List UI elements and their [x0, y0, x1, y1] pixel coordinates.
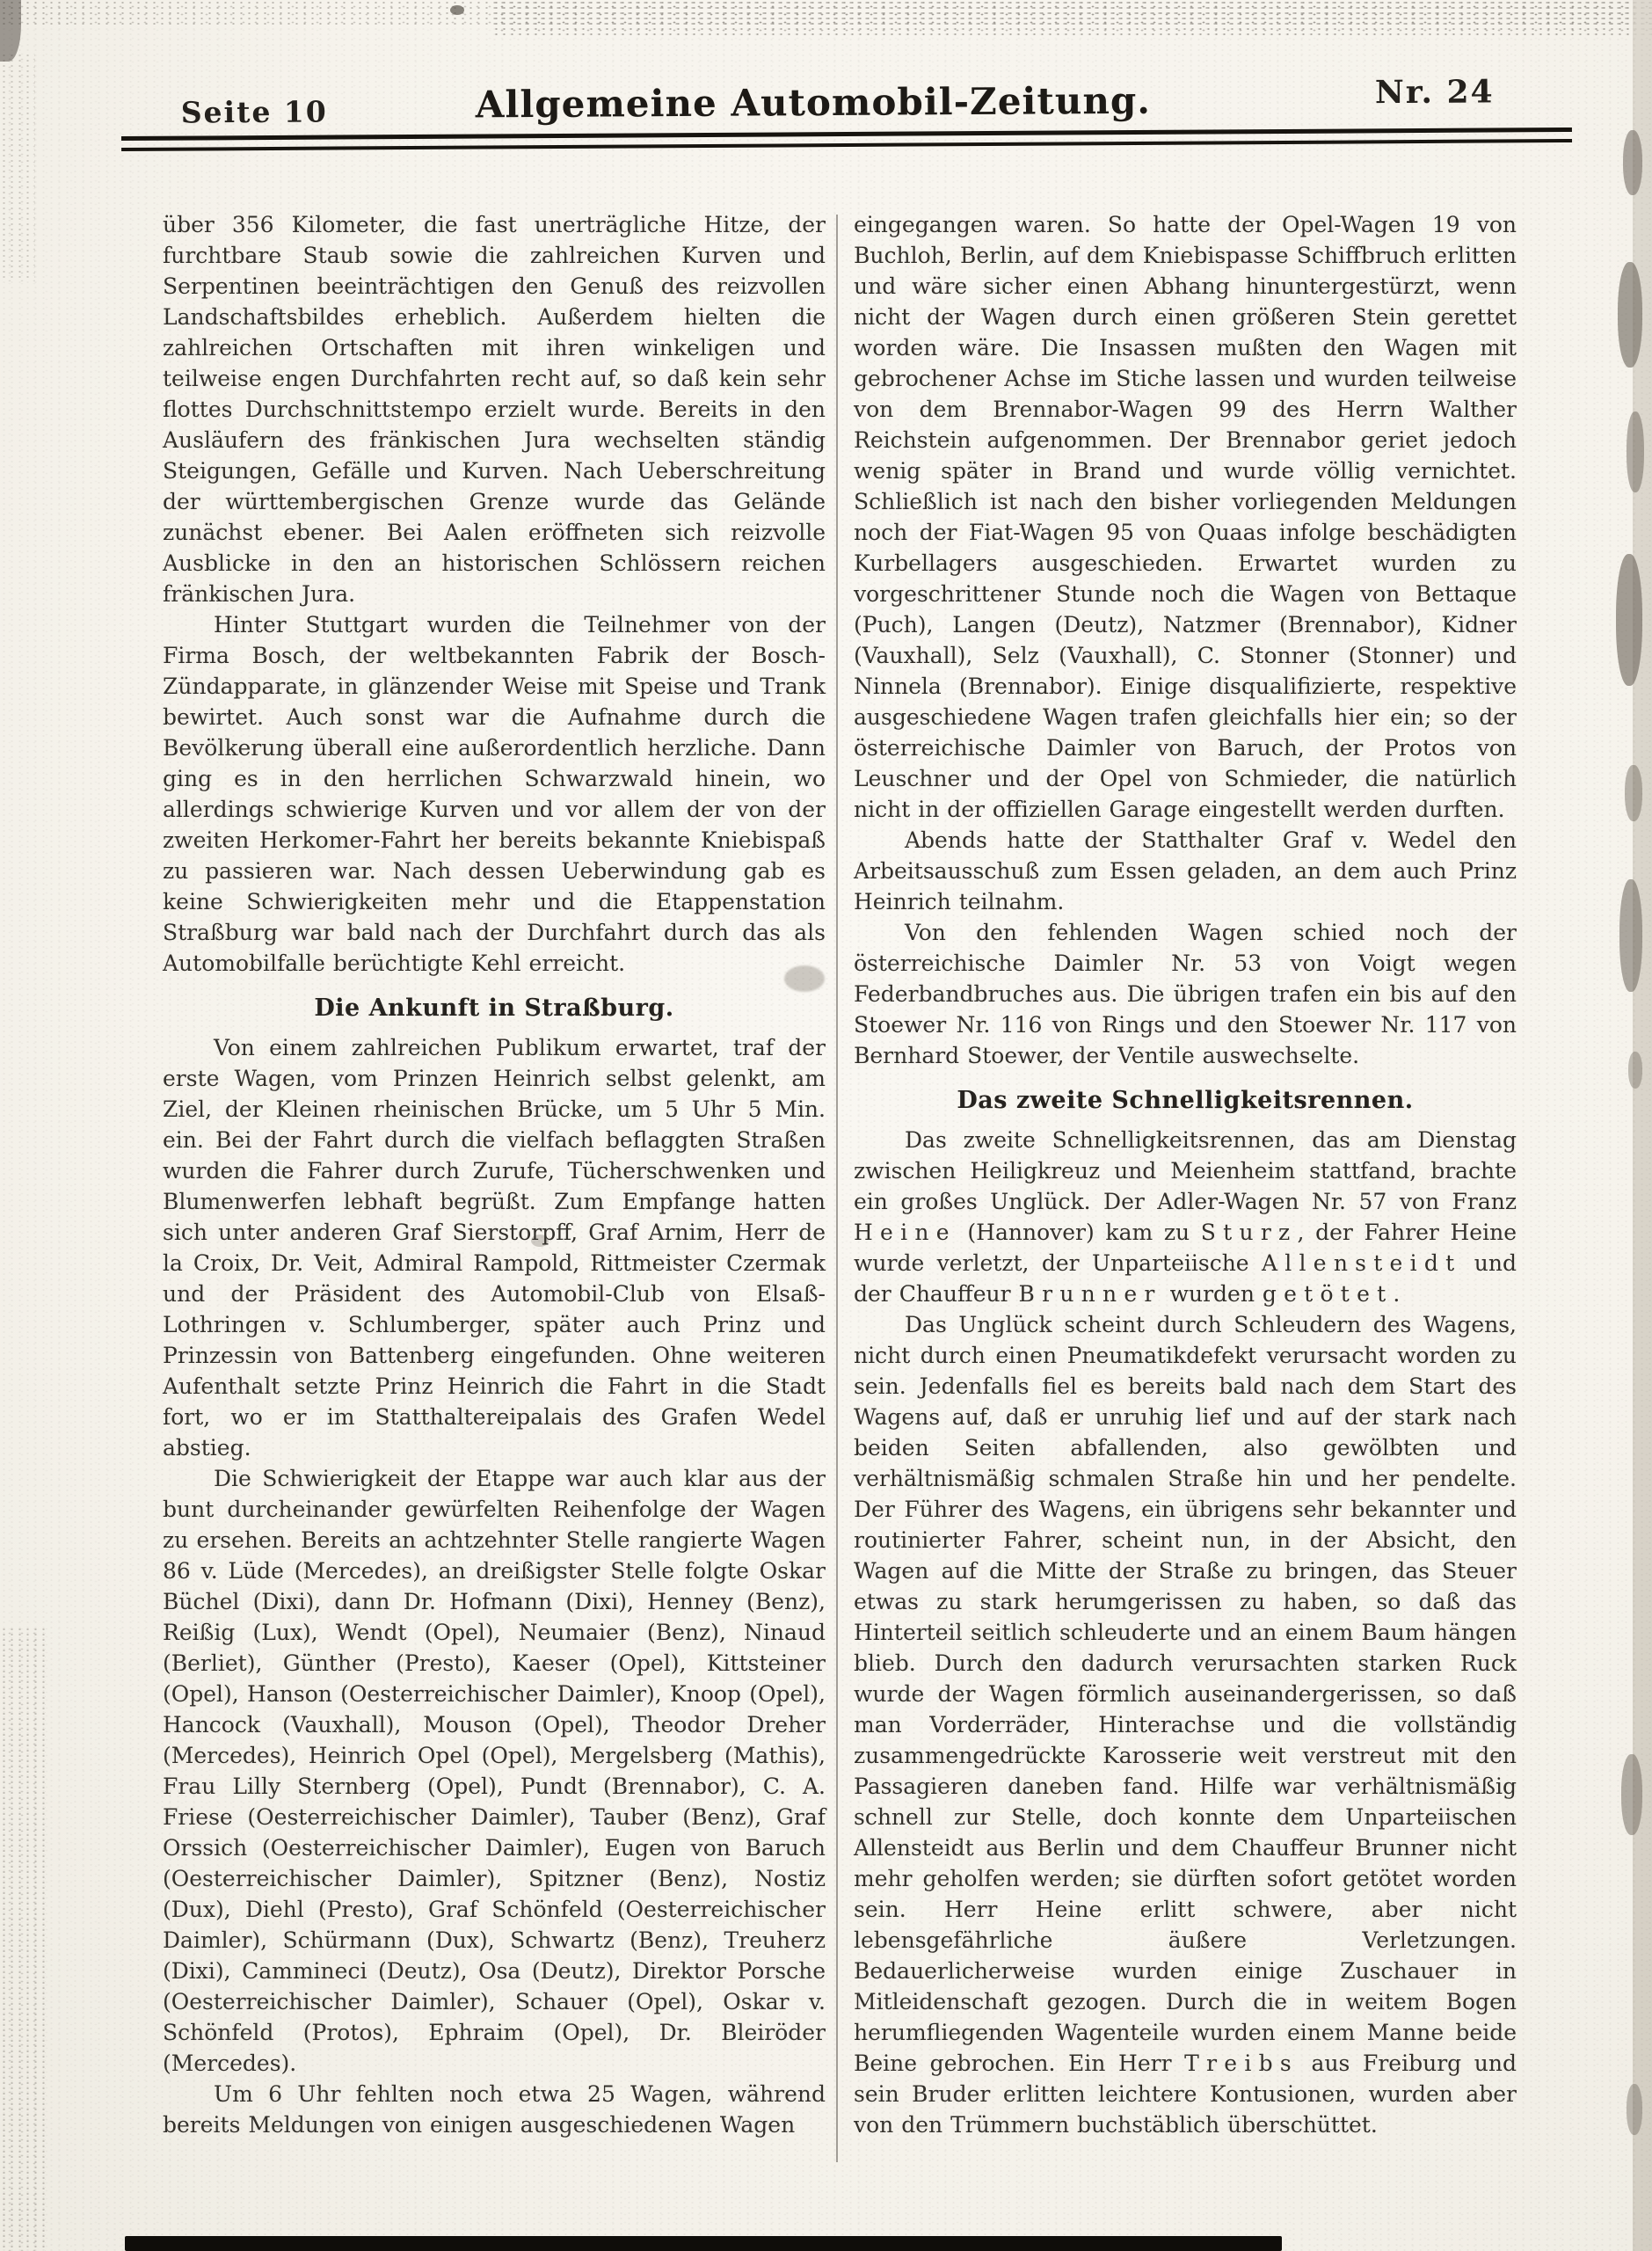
- text-run: , der Fahrer Heine wurde verletzt, der Unparteiische: [854, 1220, 1517, 1276]
- text-run: Abends hatte der Statthalter Graf v. Wedel den Arbeitsausschuß zum Essen geladen, an dem auch Prinz Heinrich teilnahm.: [854, 827, 1517, 914]
- paragraph: [854, 917, 1517, 1071]
- emphasized-name: Sturz: [1200, 1220, 1298, 1245]
- text-run: über 356 Kilometer, die fast unerträgliche Hitze, der furchtbare Staub sowie die zahlreichen Kurven und Serpentinen beeinträchtigen den Genuß des reizvollen Landschaftsbildes erheblich. Außerdem hielten die zahlreichen Ortschaften mit ihren winkeligen und teilweise engen Durchfahrten recht auf, so daß kein sehr flottes Durchschnittstempo erzielt wurde. Bereits in den Ausläufern des fränkischen Jura wechselten ständig Steigungen, Gefälle und Kurven. Nach Ueberschreitung der württembergischen Grenze wurde das Gelände zunächst ebener. Bei Aalen eröffneten sich reizvolle Ausblicke in den an historischen Schlössern reichen fränkischen Jura.: [163, 212, 826, 607]
- emphasized-name: getötet: [1262, 1281, 1394, 1307]
- text-run: Die Schwierigkeit der Etappe war auch klar aus der bunt durcheinander gewürfelten Reihenfolge der Wagen zu ersehen. Bereits an achtzehnter Stelle rangierte Wagen 86 v. Lüde (Mercedes), an dreißigster Stelle folgte Oskar Büchel (Dixi), dann Dr. Hofmann (Dixi), Henney (Benz), Reißig (Lux), Wendt (Opel), Neumaier (Benz), Ninaud (Berliet), Günther (Presto), Kaeser (Opel), Kittsteiner (Opel), Hanson (Oesterreichischer Daimler), Knoop (Opel), Hancock (Vauxhall), Mouson (Opel), Theodor Dreher (Mercedes), Heinrich Opel (Opel), Mergelsberg (Mathis), Frau Lilly Sternberg (Opel), Pundt (Brennabor), C. A. Friese (Oesterreichischer Daimler), Tauber (Benz), Graf Orssich (Oesterreichischer Daimler), Eugen von Baruch (Oesterreichischer Daimler), Spitzner (Benz), Nostiz (Dux), Diehl (Presto), Graf Schönfeld (Oesterreichischer Daimler), Schürmann (Dux), Schwartz (Benz), Treuherz (Dixi), Cammineci (Deutz), Osa (Deutz), Direktor Porsche (Oesterreichischer Daimler), Schauer (Opel), Oskar v. Schönfeld (Protos), Ephraim (Opel), Dr. Bleiröder (Mercedes).: [163, 1466, 826, 2076]
- scan-blotch: [1627, 2084, 1642, 2135]
- text-run: Das zweite Schnelligkeitsrennen, das am Dienstag zwischen Heiligkreuz und Meienheim stattfand, brachte ein großes Unglück. Der Adler-Wagen Nr. 57 von Franz: [854, 1127, 1517, 1214]
- text-run: Um 6 Uhr fehlten noch etwa 25 Wagen, während bereits Meldungen von einigen ausgeschiedenen Wagen: [163, 2081, 826, 2138]
- text-run: Von einem zahlreichen Publikum erwartet, traf der erste Wagen, vom Prinzen Heinrich selbst gelenkt, am Ziel, der Kleinen rheinischen Brücke, um 5 Uhr 5 Min. ein. Bei der Fahrt durch die vielfach beflaggten Straßen wurden die Fahrer durch Zurufe, Tücherschwenken und Blumenwerfen lebhaft begrüßt. Zum Empfange hatten sich unter anderen Graf Sierstorpff, Graf Arnim, Herr de la Croix, Dr. Veit, Admiral Rampold, Rittmeister Czermak und der Präsident des Automobil-Club von Elsaß-Lothringen v. Schlumberger, später auch Prinz und Prinzessin von Battenberg eingefunden. Ohne weiteren Aufenthalt setzte Prinz Heinrich die Fahrt in die Stadt fort, wo er im Statthaltereipalais des Grafen Wedel abstieg.: [163, 1035, 826, 1461]
- scan-dust-speck: [450, 5, 464, 15]
- text-run: aus Freiburg und sein Bruder erlitten leichtere Kontusionen, wurden aber von den Trümmern buchstäblich überschüttet.: [854, 2051, 1517, 2138]
- newspaper-title: Allgemeine Automobil-Zeitung.: [475, 78, 1152, 127]
- paragraph: [163, 1032, 826, 1463]
- text-run: Von den fehlenden Wagen schied noch der österreichische Daimler Nr. 53 von Voigt wegen Federbandbruches aus. Die übrigen trafen ein bis auf den Stoewer Nr. 116 von Rings und den Stoewer Nr. 117 von Bernhard Stoewer, der Ventile auswechselte.: [854, 920, 1517, 1068]
- scan-blotch: [1618, 262, 1642, 368]
- text-run: und der Chauffeur: [854, 1250, 1517, 1307]
- text-run: .: [1393, 1281, 1401, 1307]
- paragraph: [854, 209, 1517, 825]
- paragraph: [163, 1463, 826, 2079]
- text-run: Das Unglück scheint durch Schleudern des Wagens, nicht durch einen Pneumatikdefekt verursacht worden zu sein. Jedenfalls fiel es bereits bald nach dem Start des Wagens auf, daß er unruhig lief und auf der stark nach beiden Seiten abfallenden, also gewölbten und verhältnismäßig schmalen Straße hin und her pendelte. Der Führer des Wagens, ein übrigens sehr bekannter und routinierter Fahrer, scheint nun, in der Absicht, den Wagen auf die Mitte der Straße zu bringen, das Steuer etwas zu stark herumgerissen zu haben, so daß das Hinterteil seitlich schleuderte und an einem Baum hängen blieb. Durch den dadurch verursachten starken Ruck wurde der Wagen förmlich auseinandergerissen, so daß man Vorderräder, Hinterachse und die vollständig zusammengedrückte Karosserie weit verstreut mit den Passagieren daneben fand. Hilfe war verhältnismäßig schnell zur Stelle, doch konnte dem Unparteiischen Allensteidt aus Berlin und dem Chauffeur Brunner nicht mehr geholfen werden; sie dürften sofort getötet worden sein. Herr Heine erlitt schwere, aber nicht lebensgefährliche äußere Verletzungen. Bedauerlicherweise wurden einige Zuschauer in Mitleidenschaft gezogen. Durch die in weitem Bogen herumfliegenden Wagenteile wurden einem Manne beide Beine gebrochen. Ein Herr: [854, 1312, 1517, 2076]
- scan-noise-bottom-left: [0, 1627, 46, 2251]
- paragraph: [163, 2079, 826, 2140]
- text-run: (Hannover) kam zu: [956, 1220, 1201, 1245]
- scan-noise-top-band: [0, 0, 1652, 26]
- emphasized-name: Treibs: [1184, 2051, 1299, 2076]
- emphasized-name: Heine: [854, 1220, 957, 1245]
- right-column-text: [854, 209, 1517, 2140]
- page-number-label: Seite 10: [180, 94, 328, 130]
- paragraph: [854, 825, 1517, 917]
- text-run: wurden: [1161, 1281, 1263, 1307]
- emphasized-name: Brunner: [1018, 1281, 1162, 1307]
- paragraph: [854, 1125, 1517, 1309]
- scan-blotch: [1628, 1052, 1642, 1089]
- scan-noise-top-left: [0, 53, 35, 281]
- article-body: [163, 209, 1517, 2140]
- text-run: Hinter Stuttgart wurden die Teilnehmer von der Firma Bosch, der weltbekannten Fabrik der Bosch-Zündapparate, in glänzender Weise mit Speise und Trank bewirtet. Auch sonst war die Aufnahme durch die Bevölkerung überall eine außerordentlich herzliche. Dann ging es in den herrlichen Schwarzwald hinein, wo allerdings schwierige Kurven und vor allem der von der zweiten Herkomer-Fahrt her bereits bekannte Kniebispaß zu passieren war. Nach dessen Ueberwindung gab es keine Schwierigkeiten mehr und die Etappenstation Straßburg war bald nach der Durchfahrt durch das als Automobilfalle berüchtigte Kehl erreicht.: [163, 612, 826, 976]
- masthead: [0, 0, 1652, 130]
- emphasized-name: Allensteidt: [1261, 1250, 1462, 1276]
- scan-blotch: [1621, 1754, 1642, 1835]
- scan-blotch: [1619, 879, 1642, 992]
- paragraph: [163, 609, 826, 979]
- section-heading: Das zweite Schnelligkeitsrennen.: [957, 1087, 1414, 1114]
- paragraph: [854, 1309, 1517, 2140]
- issue-number-label: Nr. 24: [1374, 73, 1495, 112]
- scan-blotch: [1623, 130, 1642, 195]
- scan-bottom-black-bar: [125, 2236, 1282, 2251]
- section-heading: Die Ankunft in Straßburg.: [314, 994, 674, 1022]
- scan-smudge-top-left-corner: [0, 0, 21, 62]
- scan-blotch: [1625, 765, 1642, 821]
- scan-blotch: [1627, 412, 1644, 492]
- rule-bottom: [121, 139, 1572, 151]
- masthead-double-rule: [121, 127, 1572, 151]
- scan-noise-top-right-band: [492, 0, 1652, 35]
- paragraph: [163, 209, 826, 609]
- text-run: eingegangen waren. So hatte der Opel-Wagen 19 von Buchloh, Berlin, auf dem Kniebispasse Schiffbruch erlitten und wäre sicher einen Abhang hinuntergestürzt, wenn nicht der Wagen durch einen größeren Stein gerettet worden wäre. Die Insassen mußten den Wagen mit gebrochener Achse im Stiche lassen und wurden teilweise von dem Brennabor-Wagen 99 des Herrn Walther Reichstein aufgenommen. Der Brennabor geriet jedoch wenig später in Brand und wurde völlig vernichtet. Schließlich ist nach den bisher vorliegenden Meldungen noch der Fiat-Wagen 95 von Quaas infolge beschädigten Kurbellagers ausgeschieden. Erwartet wurden zu vorgeschrittener Stunde noch die Wagen von Bettaque (Puch), Langen (Deutz), Natzmer (Brennabor), Kidner (Vauxhall), Selz (Vauxhall), C. Stonner (Stonner) und Ninnela (Brennabor). Einige disqualifizierte, respektive ausgeschiedene Wagen trafen gleichfalls hier ein; so der österreichische Daimler von Baruch, der Protos von Leuschner und der Opel von Schmieder, die natürlich nicht in der offiziellen Garage eingestellt werden durften.: [854, 212, 1517, 822]
- scan-blotch: [1616, 554, 1642, 686]
- left-column-text: [163, 209, 826, 2140]
- rule-top: [121, 127, 1572, 141]
- scan-page-edge-right: [1633, 0, 1652, 2251]
